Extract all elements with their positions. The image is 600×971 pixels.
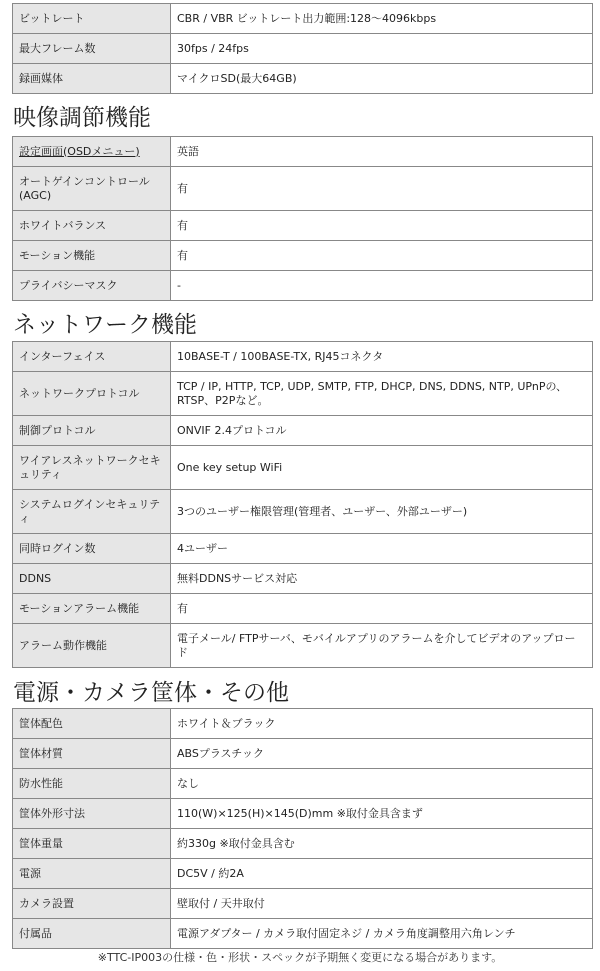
table-row [13,490,593,534]
spec-value: 4ユーザー [171,534,593,564]
spec-key: 同時ログイン数 [13,534,171,564]
spec-key: プライバシーマスク [13,271,171,301]
table-row [13,241,593,271]
table-row [13,4,593,34]
table-row [13,709,593,739]
spec-key: 筐体外形寸法 [13,799,171,829]
spec-key: 制御プロトコル [13,416,171,446]
spec-key: 録画媒体 [13,64,171,94]
table-row [13,859,593,889]
spec-value: 有 [171,241,593,271]
spec-value: 有 [171,594,593,624]
spec-value: ホワイト＆ブラック [171,709,593,739]
spec-value: TCP / IP, HTTP, TCP, UDP, SMTP, FTP, DHCP, DNS, DDNS, NTP, UPnPの、RTSP、P2Pなど。 [171,372,593,416]
table-row [13,342,593,372]
spec-key: アラーム動作機能 [13,624,171,668]
table-row [13,919,593,949]
spec-value: 30fps / 24fps [171,34,593,64]
table-row [13,829,593,859]
footnote: ※TTC-IP003の仕様・色・形状・スペックが予期無く変更になる場合があります。 [97,951,503,964]
table-row [13,64,593,94]
spec-value: CBR / VBR ビットレート出力範囲:128～4096kbps [171,4,593,34]
spec-value: 3つのユーザー権限管理(管理者、ユーザー、外部ユーザー) [171,490,593,534]
spec-key: 最大フレーム数 [13,34,171,64]
spec-key: ホワイトバランス [13,211,171,241]
spec-value: なし [171,769,593,799]
table-row [13,799,593,829]
table-row [13,594,593,624]
table-row [13,739,593,769]
table-row [13,624,593,668]
spec-value: ABSプラスチック [171,739,593,769]
spec-value: 110(W)×125(H)×145(D)mm ※取付金具含まず [171,799,593,829]
table-row [13,137,593,167]
spec-table-power-housing [12,708,593,949]
section-heading-network: ネットワーク機能 [13,312,197,338]
spec-key: オートゲインコントロール(AGC) [13,167,171,211]
spec-value: 10BASE-T / 100BASE-TX, RJ45コネクタ [171,342,593,372]
spec-value: 英語 [171,137,593,167]
table-row [13,211,593,241]
spec-key: モーション機能 [13,241,171,271]
spec-key: システムログインセキュリティ [13,490,171,534]
spec-value: マイクロSD(最大64GB) [171,64,593,94]
table-row [13,271,593,301]
table-row [13,534,593,564]
spec-table-video [12,136,593,301]
table-row [13,372,593,416]
table-row [13,889,593,919]
spec-value: 電子メール/ FTPサーバ、モバイルアプリのアラームを介してビデオのアップロード [171,624,593,668]
spec-key-link[interactable]: 設定画面(OSDメニュー) [19,144,140,158]
section-heading-power-housing: 電源・カメラ筐体・その他 [13,680,289,706]
spec-table-recording [12,3,593,94]
spec-value: 壁取付 / 天井取付 [171,889,593,919]
spec-value: 電源アダプター / カメラ取付固定ネジ / カメラ角度調整用六角レンチ [171,919,593,949]
table-row [13,769,593,799]
spec-key: 防水性能 [13,769,171,799]
spec-key: ワイアレスネットワークセキュリティ [13,446,171,490]
spec-key: ビットレート [13,4,171,34]
spec-key: インターフェイス [13,342,171,372]
spec-value: 有 [171,167,593,211]
spec-key: モーションアラーム機能 [13,594,171,624]
spec-value: 無料DDNSサービス対応 [171,564,593,594]
section-heading-video: 映像調節機能 [13,105,151,131]
table-row [13,416,593,446]
table-row [13,564,593,594]
table-row [13,446,593,490]
spec-key: カメラ設置 [13,889,171,919]
spec-value: 有 [171,211,593,241]
spec-key: 電源 [13,859,171,889]
spec-key: ネットワークプロトコル [13,372,171,416]
spec-key: 筐体重量 [13,829,171,859]
spec-value: ONVIF 2.4プロトコル [171,416,593,446]
spec-value: DC5V / 約2A [171,859,593,889]
spec-key: 付属品 [13,919,171,949]
spec-value: One key setup WiFi [171,446,593,490]
spec-value: - [171,271,593,301]
table-row [13,34,593,64]
spec-key: DDNS [13,564,171,594]
spec-key: 筐体材質 [13,739,171,769]
spec-table-network [12,341,593,668]
table-row [13,167,593,211]
spec-key-cell [13,137,171,167]
spec-key: 筐体配色 [13,709,171,739]
spec-value: 約330g ※取付金具含む [171,829,593,859]
